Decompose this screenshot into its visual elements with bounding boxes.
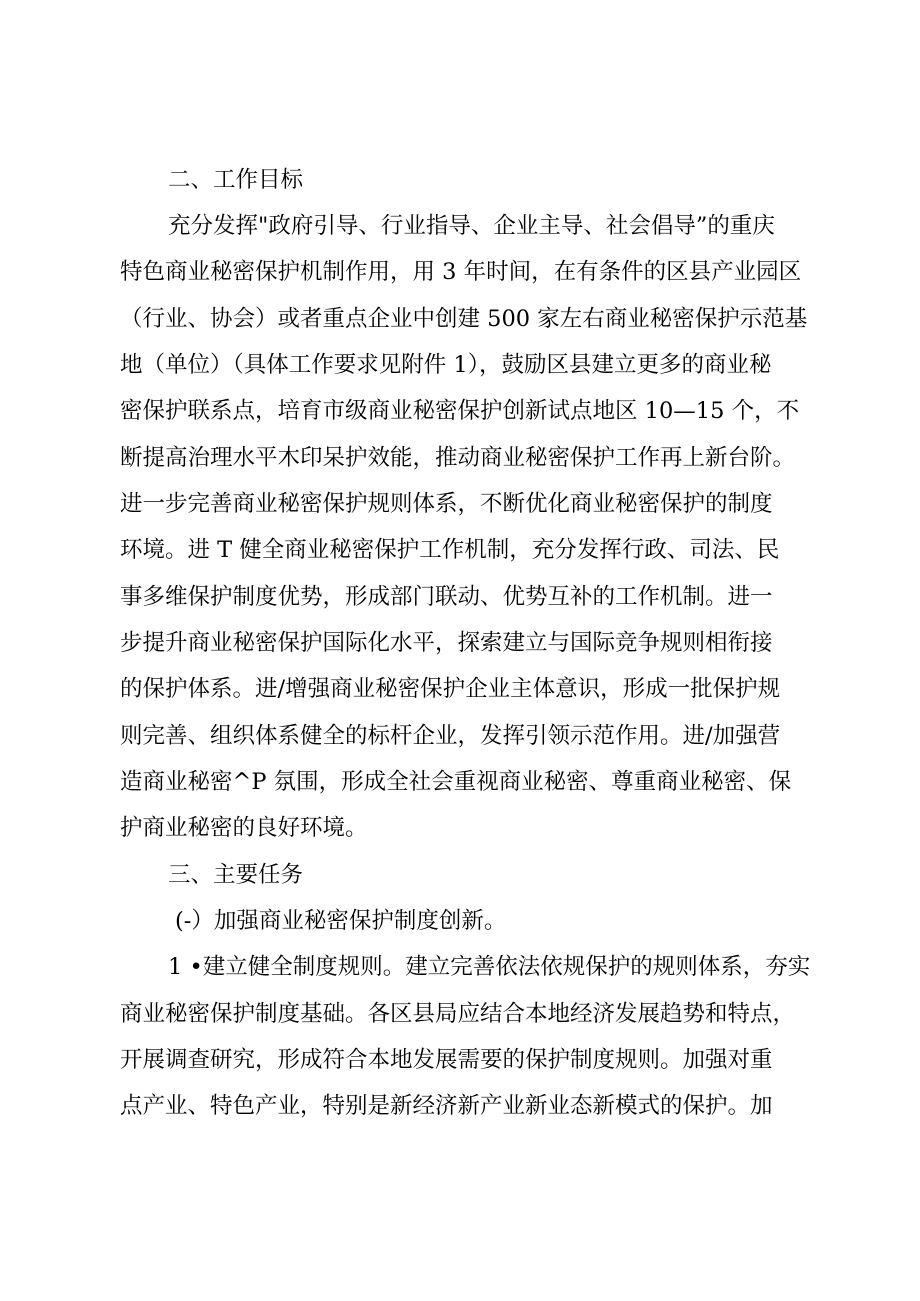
paragraph-line: 断提高治理水平木印呆护效能，推动商业秘密保护工作再上新台阶。	[120, 445, 796, 471]
paragraph-line: 进一步完善商业秘密保护规则体系，不断优化商业秘密保护的制度	[120, 491, 773, 517]
paragraph-line: 点产业、特色产业，特别是新经济新产业新业态新模式的保护。加	[120, 1093, 773, 1119]
paragraph-line: 事多维保护制度优势，形成部门联动、优势互补的工作机制。进一	[120, 584, 773, 610]
subsection-heading-1: (-）加强商业秘密保护制度创新。	[175, 908, 507, 934]
paragraph-line: 开展调查研究，形成符合本地发展需要的保护制度规则。加强对重	[120, 1047, 773, 1073]
section-heading-2: 二、工作目标	[168, 167, 304, 193]
paragraph-line: 地（单位）（具体工作要求见附件 1），鼓励区县建立更多的商业秘	[120, 352, 772, 378]
paragraph-line: 特色商业秘密保护机制作用，用 3 年时间，在有条件的区县产业园区	[120, 259, 802, 285]
paragraph-line: 1 •建立健全制度规则。建立完善依法依规保护的规则体系，夯实	[168, 954, 811, 980]
paragraph-line: 环境。进 T 健全商业秘密保护工作机制，充分发挥行政、司法、民	[120, 537, 780, 563]
paragraph-line: 商业秘密保护制度基础。各区县局应结合本地经济发展趋势和特点，	[120, 1001, 796, 1027]
paragraph-line: 密保护联系点，培育市级商业秘密保护创新试点地区 10—15 个，不	[120, 398, 800, 424]
paragraph-line: 护商业秘密的良好环境。	[120, 815, 368, 841]
paragraph-line: 步提升商业秘密保护国际化水平，探索建立与国际竞争规则相衔接	[120, 630, 773, 656]
section-heading-3: 三、主要任务	[168, 862, 304, 888]
paragraph-line: 造商业秘密^P 氛围，形成全社会重视商业秘密、尊重商业秘密、保	[120, 769, 792, 795]
paragraph-line: 的保护体系。进/增强商业秘密保护企业主体意识，形成一批保护规	[120, 676, 781, 702]
paragraph-line: （行业、协会）或者重点企业中创建 500 家左右商业秘密保护示范基	[120, 306, 808, 332]
paragraph-line: 充分发挥"政府引导、行业指导、企业主导、社会倡导”的重庆	[168, 213, 775, 239]
paragraph-line: 则完善、组织体系健全的标杆企业，发挥引领示范作用。进/加强营	[120, 723, 781, 749]
